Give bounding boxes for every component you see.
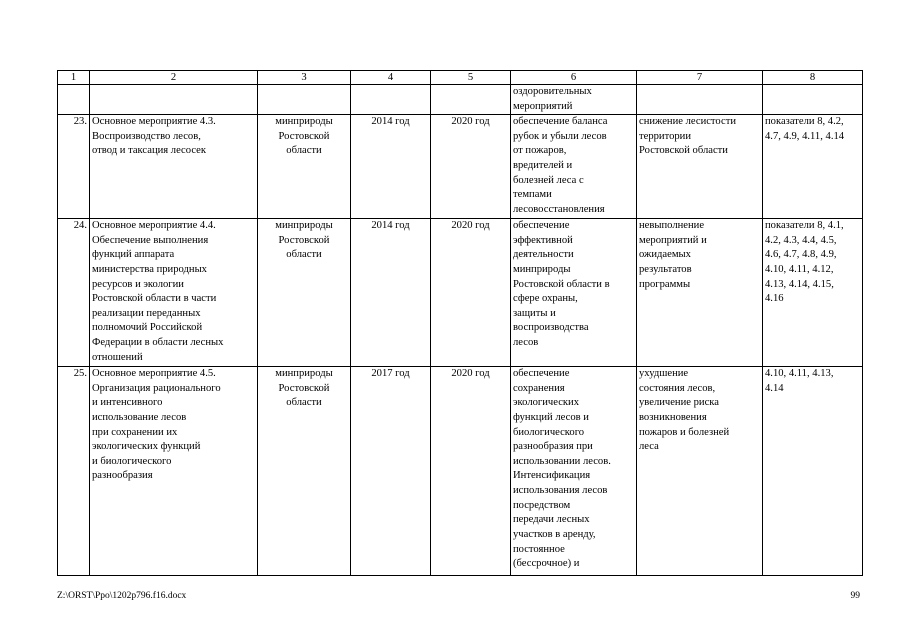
footer-file-path: Z:\ORST\Ppo\1202p796.f16.docx — [57, 591, 187, 601]
row-number-cell: 24. — [58, 219, 90, 367]
indicators-cell: 4.10, 4.11, 4.13, 4.14 — [763, 367, 863, 576]
column-header: 4 — [351, 71, 431, 85]
activity-cell: Основное мероприятие 4.3. Воспроизводство лесов, отвод и таксация лесосек — [90, 115, 258, 219]
goal-cell: обеспечение баланса рубок и убыли лесов от пожаров, вредителей и болезней леса с темпами лесовосстановления — [511, 115, 637, 219]
empty-cell — [637, 85, 763, 115]
column-header: 2 — [90, 71, 258, 85]
start-year-cell: 2014 год — [351, 115, 431, 219]
start-year-cell: 2017 год — [351, 367, 431, 576]
consequence-cell: снижение лесистости территории Ростовской области — [637, 115, 763, 219]
goal-cell: оздоровительных мероприятий — [511, 85, 637, 115]
column-header: 5 — [431, 71, 511, 85]
empty-cell — [90, 85, 258, 115]
goal-cell: обеспечение сохранения экологических функций лесов и биологического разнообразия при использовании лесов. Интенсификация использования лесов посредством передачи лесных участков в аренду, постоянное (бессрочное) и — [511, 367, 637, 576]
end-year-cell: 2020 год — [431, 115, 511, 219]
executor-cell: минприроды Ростовской области — [258, 367, 351, 576]
table-row — [58, 115, 863, 219]
consequence-cell: ухудшение состояния лесов, увеличение риска возникновения пожаров и болезней леса — [637, 367, 763, 576]
continuation-row — [58, 85, 863, 115]
empty-cell — [351, 85, 431, 115]
consequence-cell: невыполнение мероприятий и ожидаемых результатов программы — [637, 219, 763, 367]
empty-cell — [763, 85, 863, 115]
executor-cell: минприроды Ростовской области — [258, 219, 351, 367]
empty-cell — [58, 85, 90, 115]
column-header: 3 — [258, 71, 351, 85]
column-header: 8 — [763, 71, 863, 85]
program-activities-table — [57, 70, 863, 576]
row-number-cell: 23. — [58, 115, 90, 219]
activity-cell: Основное мероприятие 4.4. Обеспечение выполнения функций аппарата министерства природных ресурсов и экологии Ростовской области в части реализации переданных полномочий Российской Федерации в области лесных отношений — [90, 219, 258, 367]
column-number-row — [58, 71, 863, 85]
indicators-cell: показатели 8, 4.1, 4.2, 4.3, 4.4, 4.5, 4.6, 4.7, 4.8, 4.9, 4.10, 4.11, 4.12, 4.13, 4.14, 4.15, 4.16 — [763, 219, 863, 367]
start-year-cell: 2014 год — [351, 219, 431, 367]
executor-cell: минприроды Ростовской области — [258, 115, 351, 219]
activity-cell: Основное мероприятие 4.5. Организация рационального и интенсивного использование лесов при сохранении их экологических функций и биологического разнообразия — [90, 367, 258, 576]
row-number-cell: 25. — [58, 367, 90, 576]
empty-cell — [431, 85, 511, 115]
column-header: 6 — [511, 71, 637, 85]
end-year-cell: 2020 год — [431, 367, 511, 576]
column-header: 7 — [637, 71, 763, 85]
empty-cell — [258, 85, 351, 115]
column-header: 1 — [58, 71, 90, 85]
indicators-cell: показатели 8, 4.2, 4.7, 4.9, 4.11, 4.14 — [763, 115, 863, 219]
table-row — [58, 219, 863, 367]
table-row — [58, 367, 863, 576]
goal-cell: обеспечение эффективной деятельности минприроды Ростовской области в сфере охраны, защиты и воспроизводства лесов — [511, 219, 637, 367]
end-year-cell: 2020 год — [431, 219, 511, 367]
page-number: 99 — [850, 591, 860, 601]
